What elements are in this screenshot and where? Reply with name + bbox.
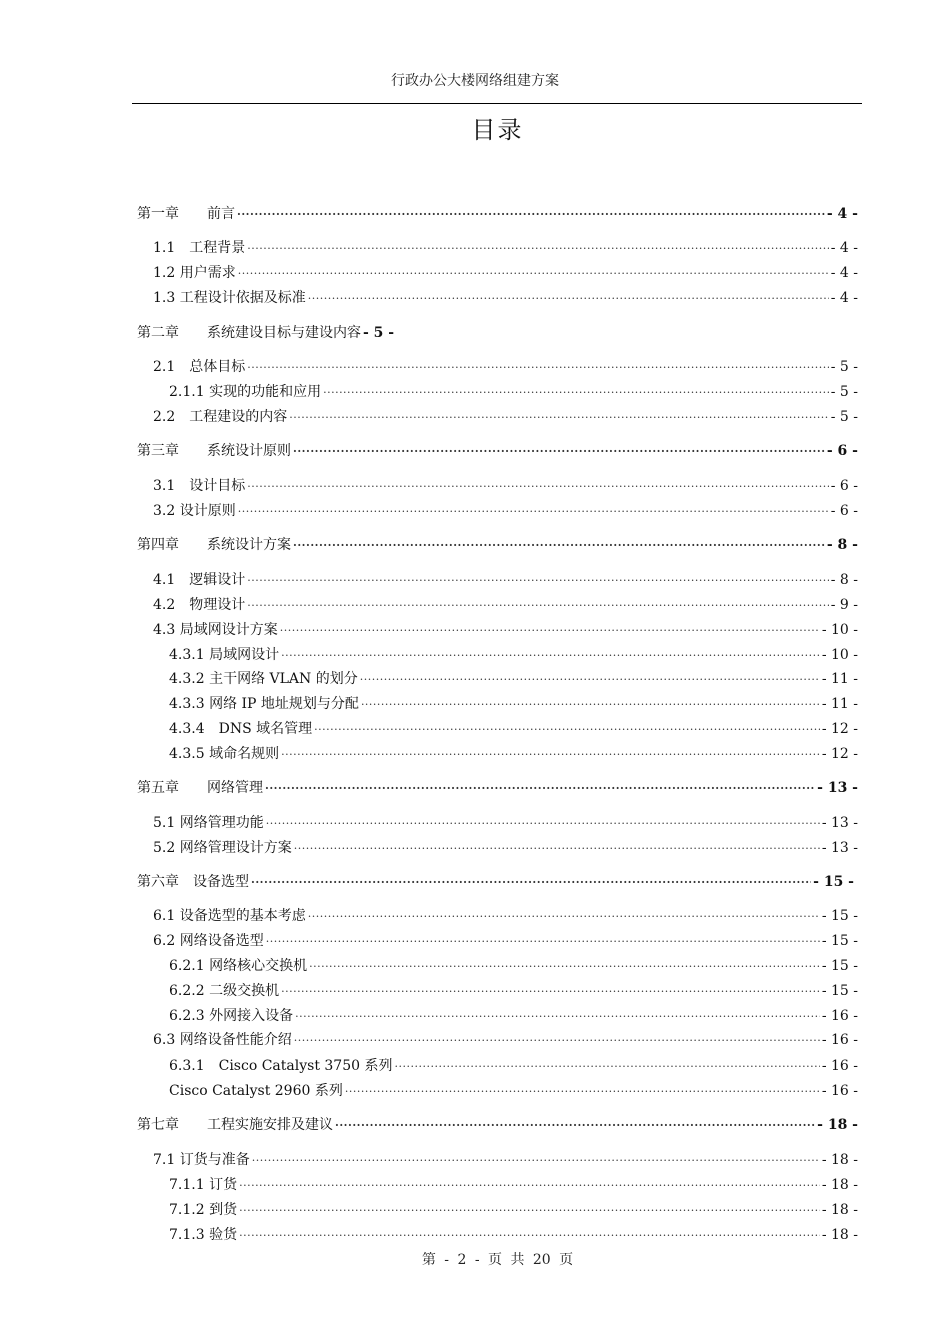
toc-label: 7.1.3 验货	[169, 1227, 238, 1243]
toc-label: 4.2 物理设计	[153, 597, 246, 613]
toc-chapter-5[interactable]	[137, 779, 858, 797]
toc-entry-6-2-3[interactable]	[169, 1007, 858, 1025]
toc-entry-5-1[interactable]	[153, 814, 858, 832]
toc-entry-6-2-2[interactable]	[169, 982, 858, 1000]
toc-entry-6-1[interactable]	[153, 907, 858, 925]
toc-page: - 6 -	[830, 478, 858, 494]
toc-page: - 13 -	[821, 840, 858, 856]
toc-label: 4.1 逻辑设计	[153, 572, 246, 588]
toc-page: - 5 -	[363, 325, 395, 341]
toc-leader	[308, 290, 829, 308]
toc-page: - 8 -	[830, 572, 858, 588]
toc-label: 第七章 工程实施安排及建议	[137, 1117, 333, 1133]
toc-page: - 12 -	[821, 721, 858, 737]
toc-page: - 12 -	[821, 746, 858, 762]
toc-entry-7-1-2[interactable]	[169, 1201, 858, 1219]
toc-leader	[280, 622, 820, 640]
toc-leader	[238, 503, 829, 521]
toc-page: - 11 -	[821, 671, 858, 687]
toc-page: - 18 -	[817, 1117, 858, 1133]
toc-label: 第五章 网络管理	[137, 780, 263, 796]
toc-leader	[293, 443, 825, 461]
toc-chapter-6[interactable]	[137, 873, 854, 891]
toc-label: 5.1 网络管理功能	[153, 815, 264, 831]
toc-leader	[281, 983, 820, 1001]
toc-leader	[238, 265, 829, 283]
toc-page: - 5 -	[830, 359, 858, 375]
page-header: 行政办公大楼网络组建方案	[391, 73, 559, 89]
toc-label: 4.3.3 网络 IP 地址规划与分配	[169, 696, 359, 712]
toc-page: - 16 -	[821, 1008, 858, 1024]
toc-page: - 16 -	[821, 1032, 858, 1048]
toc-leader	[294, 840, 820, 858]
toc-leader	[266, 815, 820, 833]
toc-entry-2-1[interactable]	[153, 358, 858, 376]
page-footer: 第 - 2 - 页 共 20 页	[421, 1252, 574, 1268]
toc-page: - 15 -	[821, 958, 858, 974]
toc-chapter-4[interactable]	[137, 536, 858, 554]
toc-leader	[239, 1177, 820, 1195]
toc-page: - 4 -	[830, 240, 858, 256]
toc-chapter-2[interactable]	[137, 324, 394, 342]
header-rule	[132, 103, 862, 104]
toc-page: - 4 -	[830, 265, 858, 281]
toc-leader	[247, 597, 828, 615]
toc-entry-7-1-3[interactable]	[169, 1226, 858, 1244]
toc-label: 4.3.1 局域网设计	[169, 647, 280, 663]
toc-label: 2.1.1 实现的功能和应用	[169, 384, 322, 400]
toc-leader	[289, 409, 828, 427]
toc-label: 4.3.4 DNS 域名管理	[169, 721, 313, 737]
toc-chapter-7[interactable]	[137, 1116, 858, 1134]
toc-label: 1.2 用户需求	[153, 265, 236, 281]
toc-page: - 10 -	[821, 622, 858, 638]
toc-leader	[281, 746, 820, 764]
toc-leader	[293, 537, 825, 555]
toc-entry-4-3-5[interactable]	[169, 745, 858, 763]
toc-leader	[323, 384, 829, 402]
toc-leader	[361, 696, 820, 714]
toc-label: 1.3 工程设计依据及标准	[153, 290, 306, 306]
toc-leader	[335, 1117, 815, 1135]
toc-entry-4-2[interactable]	[153, 596, 858, 614]
toc-entry-2-1-1[interactable]	[169, 383, 858, 401]
toc-leader	[294, 1032, 820, 1050]
toc-entry-6-3-1[interactable]	[169, 1057, 858, 1075]
toc-chapter-3[interactable]	[137, 442, 858, 460]
toc-page: - 6 -	[830, 503, 858, 519]
toc-leader	[237, 206, 825, 224]
toc-label: 4.3.5 域命名规则	[169, 746, 280, 762]
toc-leader	[360, 671, 820, 689]
toc-label: 7.1.1 订货	[169, 1177, 238, 1193]
toc-page: - 13 -	[817, 780, 858, 796]
toc-label: 6.2.3 外网接入设备	[169, 1008, 294, 1024]
toc-label: 第一章 前言	[137, 206, 235, 222]
toc-leader	[295, 1008, 820, 1026]
toc-page: - 13 -	[821, 815, 858, 831]
toc-entry-4-3-4[interactable]	[169, 720, 858, 738]
toc-leader	[247, 359, 828, 377]
toc-label: 第六章 设备选型	[137, 874, 249, 890]
toc-leader	[281, 647, 820, 665]
toc-entry-4-3-2[interactable]	[169, 670, 858, 688]
toc-entry-4-3-3[interactable]	[169, 695, 858, 713]
toc-entry-3-2[interactable]	[153, 502, 858, 520]
toc-page: - 11 -	[821, 696, 858, 712]
toc-label: 6.3.1 Cisco Catalyst 3750 系列	[169, 1058, 393, 1074]
toc-entry-cisco-2960[interactable]	[169, 1082, 858, 1100]
toc-label: 2.2 工程建设的内容	[153, 409, 288, 425]
toc-leader	[266, 933, 820, 951]
toc-page: - 15 -	[821, 933, 858, 949]
toc-leader	[247, 478, 828, 496]
toc-entry-1-3[interactable]	[153, 289, 858, 307]
toc-label: 4.3 局域网设计方案	[153, 622, 278, 638]
toc-page: - 5 -	[830, 384, 858, 400]
toc-entry-7-1-1[interactable]	[169, 1176, 858, 1194]
toc-entry-5-2[interactable]	[153, 839, 858, 857]
toc-leader	[265, 780, 815, 798]
toc-entry-6-2-1[interactable]	[169, 957, 858, 975]
toc-leader	[345, 1083, 820, 1101]
toc-page: - 15 -	[821, 983, 858, 999]
toc-page: - 15 -	[821, 908, 858, 924]
toc-leader	[239, 1227, 820, 1245]
toc-entry-3-1[interactable]	[153, 477, 858, 495]
toc-page: - 4 -	[826, 206, 858, 222]
toc-label: 第二章 系统建设目标与建设内容	[137, 325, 361, 341]
toc-label: 6.1 设备选型的基本考虑	[153, 908, 306, 924]
toc-page: - 5 -	[830, 409, 858, 425]
toc-label: 4.3.2 主干网络 VLAN 的划分	[169, 671, 358, 687]
toc-page: - 18 -	[821, 1152, 858, 1168]
toc-entry-4-1[interactable]	[153, 571, 858, 589]
toc-entry-4-3-1[interactable]	[169, 646, 858, 664]
toc-label: 6.2.2 二级交换机	[169, 983, 280, 999]
toc-entry-6-3[interactable]	[153, 1031, 858, 1049]
toc-label: 7.1 订货与准备	[153, 1152, 250, 1168]
toc-label: 6.3 网络设备性能介绍	[153, 1032, 292, 1048]
toc-label: 6.2.1 网络核心交换机	[169, 958, 308, 974]
toc-leader	[252, 1152, 820, 1170]
toc-leader	[309, 958, 820, 976]
toc-label: 2.1 总体目标	[153, 359, 246, 375]
toc-page: - 8 -	[826, 537, 858, 553]
toc-entry-6-2[interactable]	[153, 932, 858, 950]
toc-entry-4-3[interactable]	[153, 621, 858, 639]
toc-leader	[239, 1202, 820, 1220]
toc-page: - 4 -	[830, 290, 858, 306]
toc-label: 6.2 网络设备选型	[153, 933, 264, 949]
toc-entry-2-2[interactable]	[153, 408, 858, 426]
toc-leader	[314, 721, 820, 739]
toc-title: 目录	[471, 116, 524, 144]
toc-page: - 9 -	[830, 597, 858, 613]
toc-leader	[247, 240, 828, 258]
toc-page: - 10 -	[821, 647, 858, 663]
toc-label: 3.2 设计原则	[153, 503, 236, 519]
toc-leader	[251, 874, 811, 892]
toc-label: 7.1.2 到货	[169, 1202, 238, 1218]
toc-leader	[308, 908, 820, 926]
toc-page: - 16 -	[821, 1083, 858, 1099]
toc-label: 3.1 设计目标	[153, 478, 246, 494]
toc-page: - 18 -	[821, 1227, 858, 1243]
toc-label: 5.2 网络管理设计方案	[153, 840, 292, 856]
toc-entry-1-1[interactable]	[153, 239, 858, 257]
toc-page: - 18 -	[821, 1177, 858, 1193]
toc-leader	[247, 572, 828, 590]
toc-label: 第四章 系统设计方案	[137, 537, 291, 553]
toc-page: - 16 -	[821, 1058, 858, 1074]
toc-label: Cisco Catalyst 2960 系列	[169, 1083, 343, 1099]
toc-entry-1-2[interactable]	[153, 264, 858, 282]
toc-page: - 18 -	[821, 1202, 858, 1218]
toc-leader	[394, 1058, 819, 1076]
toc-label: 第三章 系统设计原则	[137, 443, 291, 459]
toc-entry-7-1[interactable]	[153, 1151, 858, 1169]
toc-label: 1.1 工程背景	[153, 240, 246, 256]
toc-page: - 6 -	[826, 443, 858, 459]
toc-page: - 15 -	[813, 874, 854, 890]
toc-chapter-1[interactable]	[137, 205, 858, 223]
